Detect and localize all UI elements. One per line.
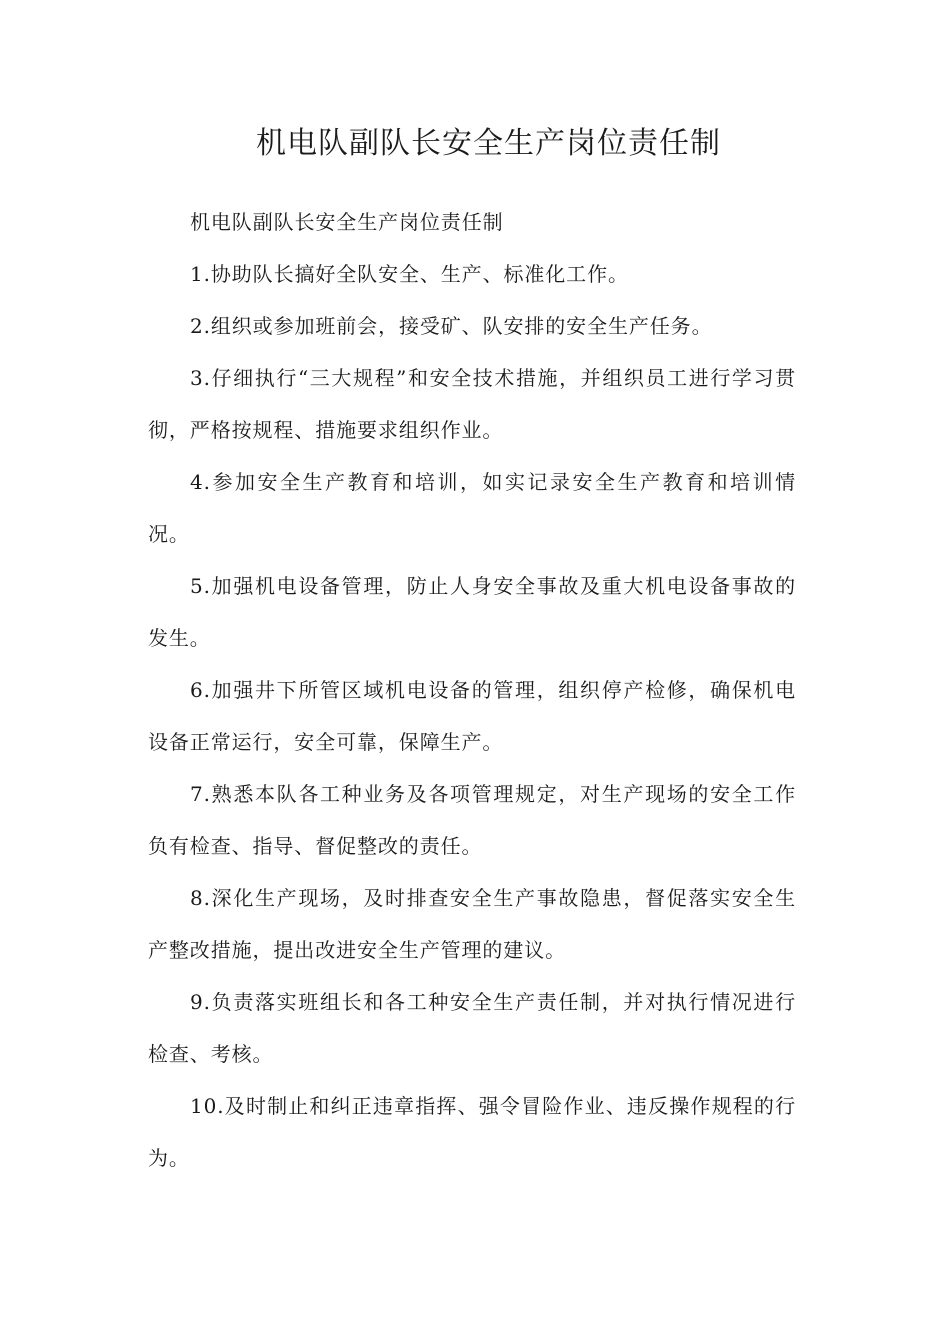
responsibility-item-1: 1.协助队长搞好全队安全、生产、标准化工作。 xyxy=(190,262,629,286)
responsibility-item-10: 10.及时制止和纠正违章指挥、强令冒险作业、违反操作规程的行为。 xyxy=(148,1094,796,1170)
document-title: 机电队副队长安全生产岗位责任制 xyxy=(256,126,721,161)
document-subtitle: 机电队副队长安全生产岗位责任制 xyxy=(190,210,504,234)
document-body xyxy=(148,196,796,1184)
responsibility-item-7: 7.熟悉本队各工种业务及各项管理规定，对生产现场的安全工作负有检查、指导、督促整改的责任。 xyxy=(148,782,796,858)
responsibility-item-8: 8.深化生产现场，及时排查安全生产事故隐患，督促落实安全生产整改措施，提出改进安全生产管理的建议。 xyxy=(148,886,796,962)
responsibility-item-5: 5.加强机电设备管理，防止人身安全事故及重大机电设备事故的发生。 xyxy=(148,574,796,650)
responsibility-item-4: 4.参加安全生产教育和培训，如实记录安全生产教育和培训情况。 xyxy=(148,470,796,546)
responsibility-item-3: 3.仔细执行“三大规程”和安全技术措施，并组织员工进行学习贯彻，严格按规程、措施要求组织作业。 xyxy=(148,366,796,442)
responsibility-item-6: 6.加强井下所管区域机电设备的管理，组织停产检修，确保机电设备正常运行，安全可靠，保障生产。 xyxy=(148,678,796,754)
responsibility-item-9: 9.负责落实班组长和各工种安全生产责任制，并对执行情况进行检查、考核。 xyxy=(148,990,796,1066)
responsibility-item-2: 2.组织或参加班前会，接受矿、队安排的安全生产任务。 xyxy=(190,314,713,338)
